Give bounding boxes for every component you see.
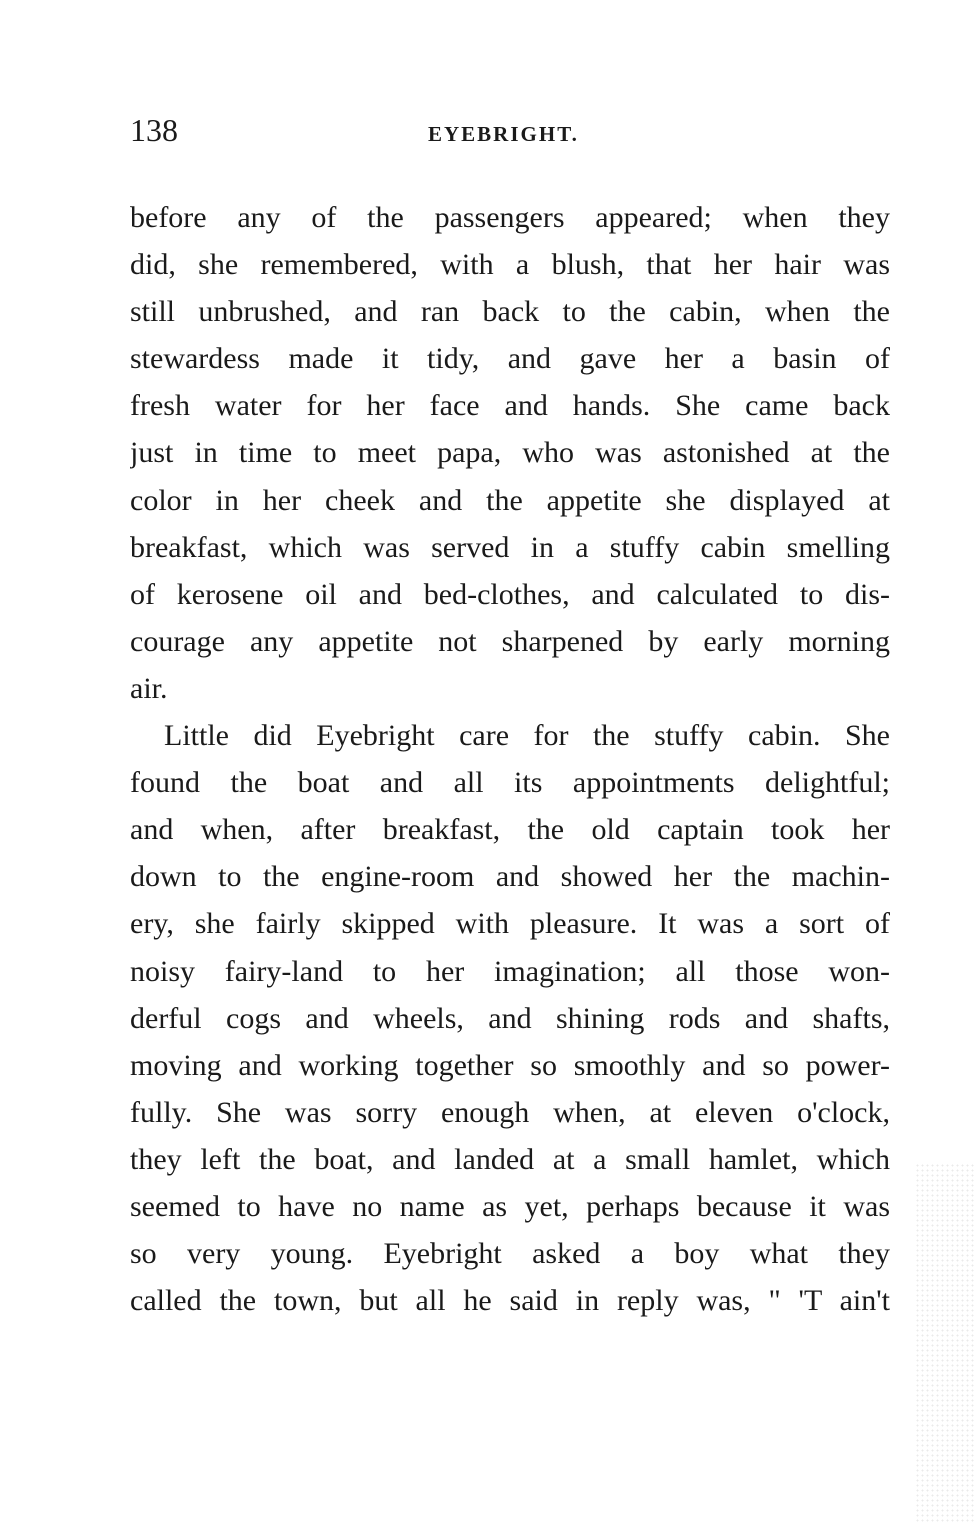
text-line: just in time to meet papa, who was astonished at the bbox=[130, 436, 890, 470]
text-line: noisy fairy-land to her imagination; all those won- bbox=[130, 954, 890, 988]
paper-texture bbox=[915, 1163, 975, 1523]
text-line: breakfast, which was served in a stuffy cabin smelling bbox=[130, 530, 890, 564]
text-line: fresh water for her face and hands. She came back bbox=[130, 389, 890, 423]
text-line: courage any appetite not sharpened by early morning bbox=[130, 624, 890, 658]
text-line: of kerosene oil and bed-clothes, and calculated to dis- bbox=[130, 577, 890, 611]
text-line: fully. She was sorry enough when, at eleven o'clock, bbox=[130, 1095, 890, 1129]
page-number: 138 bbox=[130, 112, 178, 148]
text-line: ery, she fairly skipped with pleasure. It was a sort of bbox=[130, 907, 890, 941]
text-line: found the boat and all its appointments delightful; bbox=[130, 766, 890, 800]
text-line: moving and working together so smoothly and so power- bbox=[130, 1048, 890, 1082]
text-line: still unbrushed, and ran back to the cabin, when the bbox=[130, 295, 890, 329]
page-header bbox=[130, 112, 888, 156]
text-line: called the town, but all he said in reply was, " 'T ain't bbox=[130, 1284, 890, 1318]
text-line: air. bbox=[130, 671, 168, 705]
text-line: did, she remembered, with a blush, that her hair was bbox=[130, 248, 890, 282]
body-text bbox=[130, 194, 890, 1324]
text-line: so very young. Eyebright asked a boy what they bbox=[130, 1237, 890, 1271]
text-line: derful cogs and wheels, and shining rods and shafts, bbox=[130, 1001, 890, 1035]
text-line: stewardess made it tidy, and gave her a basin of bbox=[130, 342, 890, 376]
text-line: down to the engine-room and showed her the machin- bbox=[130, 860, 890, 894]
text-line: they left the boat, and landed at a small hamlet, which bbox=[130, 1142, 890, 1176]
text-line: Little did Eyebright care for the stuffy cabin. She bbox=[164, 719, 890, 753]
text-line: seemed to have no name as yet, perhaps because it was bbox=[130, 1189, 890, 1223]
text-line: color in her cheek and the appetite she displayed at bbox=[130, 483, 890, 517]
running-head: EYEBRIGHT. bbox=[428, 122, 579, 146]
text-line: before any of the passengers appeared; when they bbox=[130, 201, 890, 234]
text-line: and when, after breakfast, the old captain took her bbox=[130, 813, 890, 847]
